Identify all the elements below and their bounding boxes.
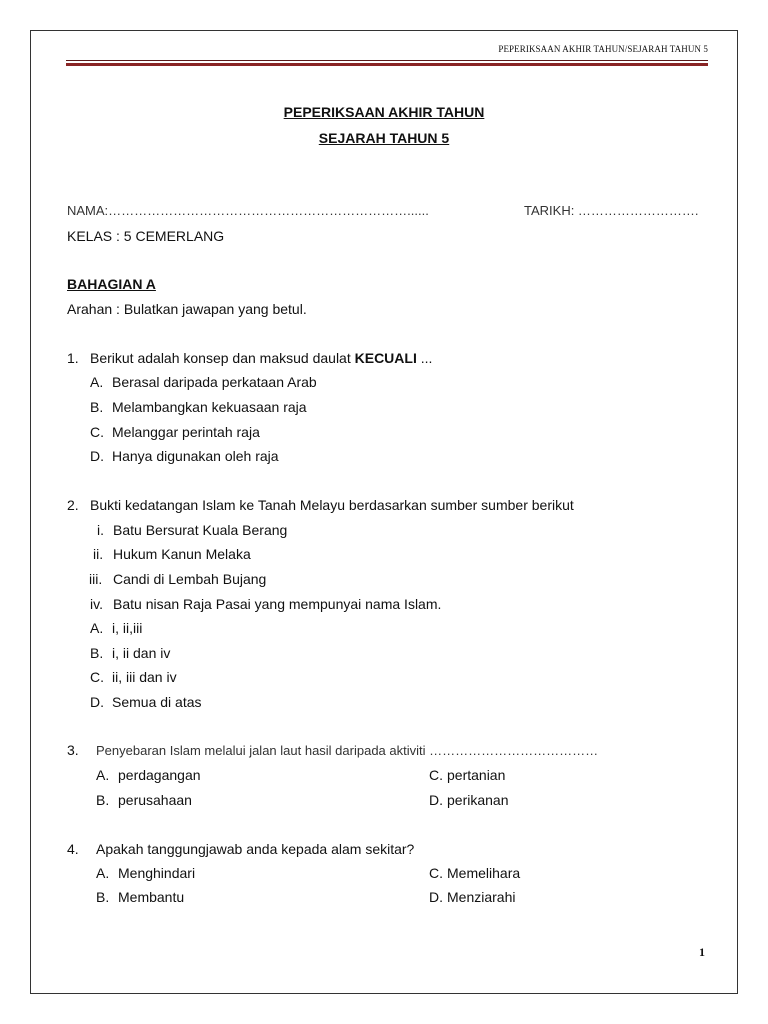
running-header: PEPERIKSAAN AKHIR TAHUN/SEJARAH TAHUN 5 — [498, 44, 708, 54]
statement-label: iv. — [90, 596, 103, 612]
option-text: Melanggar perintah raja — [112, 424, 260, 440]
option-text: Menghindari — [118, 865, 196, 881]
option-label: B. — [90, 399, 104, 415]
option-label: D. — [90, 694, 104, 710]
emphasis-kecuali: KECUALI — [354, 350, 417, 366]
class-label: KELAS : 5 CEMERLANG — [67, 228, 225, 244]
question-number: 1. — [67, 350, 79, 366]
exam-title: PEPERIKSAAN AKHIR TAHUN — [283, 104, 485, 120]
statement-label: iii. — [89, 571, 103, 587]
date-field-label: TARIKH: ………………………. — [524, 203, 699, 218]
option-text: Menziarahi — [447, 889, 516, 905]
section-heading: BAHAGIAN A — [67, 276, 156, 292]
statement-text: Batu nisan Raja Pasai yang mempunyai nama Islam. — [113, 596, 442, 612]
statement-text: Candi di Lembah Bujang — [113, 571, 267, 587]
statement-text: Batu Bersurat Kuala Berang — [113, 522, 288, 538]
question-number: 4. — [67, 841, 79, 857]
option-label: D. — [90, 448, 104, 464]
option-label: B. — [96, 792, 110, 808]
option-label: B. — [90, 645, 104, 661]
option-label: D. — [429, 889, 443, 905]
option-label: A. — [90, 620, 104, 636]
option-text: ii, iii dan iv — [112, 669, 177, 685]
option-text: perikanan — [447, 792, 509, 808]
option-text: i, ii dan iv — [112, 645, 171, 661]
name-field-label: NAMA:……………………………………………………………...... — [67, 203, 429, 218]
option-label: A. — [96, 865, 110, 881]
option-label: A. — [96, 767, 110, 783]
question-number: 3. — [67, 742, 79, 758]
option-text: pertanian — [447, 767, 506, 783]
statement-text: Hukum Kanun Melaka — [113, 546, 251, 562]
section-instruction: Arahan : Bulatkan jawapan yang betul. — [67, 301, 307, 317]
option-label: C. — [429, 865, 443, 881]
header-rule-thick — [66, 63, 708, 66]
question-text: Penyebaran Islam melalui jalan laut hasil daripada aktiviti ………………………………… — [96, 743, 599, 758]
option-label: C. — [90, 424, 104, 440]
option-text: Memelihara — [447, 865, 521, 881]
statement-label: i. — [97, 522, 104, 538]
option-text: perusahaan — [118, 792, 192, 808]
option-text: Membantu — [118, 889, 185, 905]
statement-label: ii. — [93, 546, 104, 562]
question-text: Berikut adalah konsep dan maksud daulat KECUALI ... — [90, 350, 433, 366]
option-label: A. — [90, 374, 104, 390]
option-label: C. — [90, 669, 104, 685]
question-text: Apakah tanggungjawab anda kepada alam sekitar? — [96, 841, 415, 857]
header-rule — [66, 60, 708, 61]
option-text: Berasal daripada perkataan Arab — [112, 374, 317, 390]
option-text: Melambangkan kekuasaan raja — [112, 399, 307, 415]
question-number: 2. — [67, 497, 79, 513]
question-text: Bukti kedatangan Islam ke Tanah Melayu berdasarkan sumber sumber berikut — [90, 497, 574, 513]
option-text: Hanya digunakan oleh raja — [112, 448, 279, 464]
page-number: 1 — [699, 945, 705, 959]
option-label: B. — [96, 889, 110, 905]
exam-subtitle: SEJARAH TAHUN 5 — [318, 130, 450, 146]
option-label: C. — [429, 767, 443, 783]
option-label: D. — [429, 792, 443, 808]
option-text: i, ii,iii — [112, 620, 143, 636]
option-text: perdagangan — [118, 767, 201, 783]
option-text: Semua di atas — [112, 694, 202, 710]
